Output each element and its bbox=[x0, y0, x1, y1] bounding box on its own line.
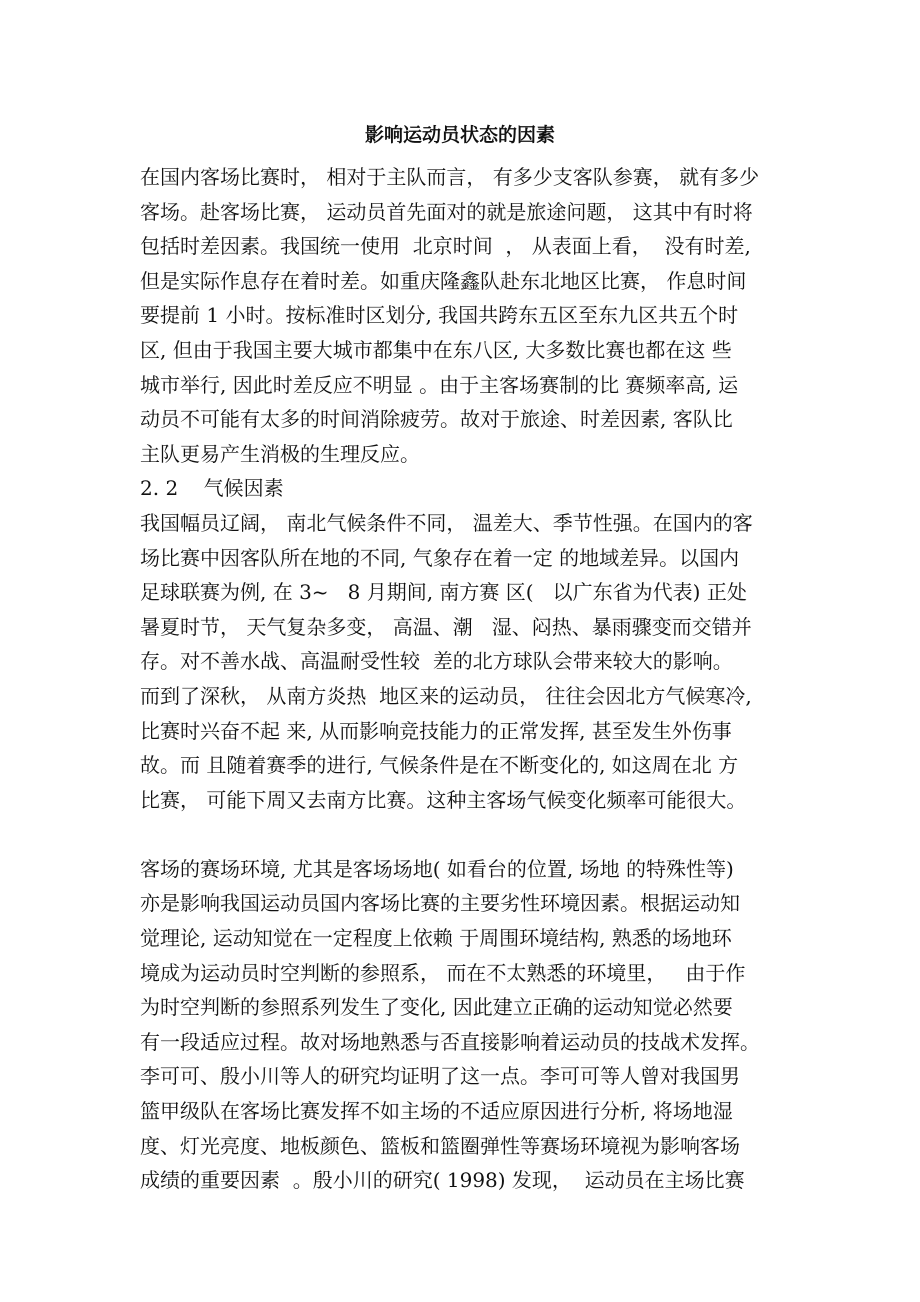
text-line: 包括时差因素。我国统一使用 北京时间 ， 从表面上看， 没有时差, bbox=[140, 234, 751, 259]
blank-line bbox=[140, 817, 800, 852]
text-line: 比赛， 可能下周又去南方比赛。这种主客场气候变化频率可能很大。 bbox=[140, 787, 747, 812]
text-line: 城市举行, 因此时差反应不明显 。由于主客场赛制的比 赛频率高, 运 bbox=[140, 372, 739, 397]
text-line: 足球联赛为例, 在 3~ 8 月期间, 南方赛 区( 以广东省为代表) 正处 bbox=[140, 580, 747, 605]
document-body bbox=[140, 160, 800, 1198]
text-line: 有一段适应过程。故对场地熟悉与否直接影响着运动员的技战术发挥。 bbox=[140, 1029, 760, 1054]
text-line: 而到了深秋， 从南方炎热 地区来的运动员， 往往会因北方气候寒冷, bbox=[140, 683, 752, 708]
document-title: 影响运动员状态的因素 bbox=[364, 124, 555, 146]
text-line: 成绩的重要因素 。殷小川的研究( 1998) 发现， 运动员在主场比赛 bbox=[140, 1168, 745, 1193]
text-line: 故。而 且随着赛季的进行, 气候条件是在不断变化的, 如这周在北 方 bbox=[140, 753, 739, 778]
text-line: 但是实际作息存在着时差。如重庆隆鑫队赴东北地区比赛， 作息时间 bbox=[140, 268, 747, 293]
text-line: 存。对不善水战、高温耐受性较 差的北方球队会带来较大的影响。 bbox=[140, 649, 733, 674]
text-line: 客场的赛场环境, 尤其是客场场地( 如看台的位置, 场地 的特殊性等) bbox=[140, 856, 734, 881]
text-line: 客场。赴客场比赛， 运动员首先面对的就是旅途问题， 这其中有时将 bbox=[140, 199, 753, 224]
text-line: 区, 但由于我国主要大城市都集中在东八区, 大多数比赛也都在这 些 bbox=[140, 337, 732, 362]
section-heading: 2. 2 气候因素 bbox=[140, 476, 284, 501]
text-line: 为时空判断的参照系列发生了变化, 因此建立正确的运动知觉必然要 bbox=[140, 995, 733, 1020]
text-line: 觉理论, 运动知觉在一定程度上依赖 于周围环境结构, 熟悉的场地环 bbox=[140, 926, 732, 951]
text-line: 暑夏时节， 天气复杂多变， 高温、潮 湿、闷热、暴雨骤变而交错并 bbox=[140, 614, 752, 639]
text-line: 主队更易产生消极的生理反应。 bbox=[140, 441, 420, 466]
text-line: 亦是影响我国运动员国内客场比赛的主要劣性环境因素。根据运动知 bbox=[140, 891, 740, 916]
text-line: 李可可、殷小川等人的研究均证明了这一点。李可可等人曾对我国男 bbox=[140, 1064, 740, 1089]
text-line: 要提前 1 小时。按标准时区划分, 我国共跨东五区至东九区共五个时 bbox=[140, 303, 739, 328]
text-line: 度、灯光亮度、地板颜色、篮板和篮圈弹性等赛场环境视为影响客场 bbox=[140, 1133, 740, 1158]
text-line: 篮甲级队在客场比赛发挥不如主场的不适应原因进行分析, 将场地湿 bbox=[140, 1099, 733, 1124]
text-line: 在国内客场比赛时， 相对于主队而言， 有多少支客队参赛， 就有多少 bbox=[140, 165, 760, 189]
text-line: 场比赛中因客队所在地的不同, 气象存在着一定 的地域差异。以国内 bbox=[140, 545, 740, 570]
text-line: 我国幅员辽阔， 南北气候条件不同， 温差大、季节性强。在国内的客 bbox=[140, 510, 753, 535]
text-line: 比赛时兴奋不起 来, 从而影响竞技能力的正常发挥, 甚至发生外伤事 bbox=[140, 718, 732, 743]
text-line: 动员不可能有太多的时间消除疲劳。故对于旅途、时差因素, 客队比 bbox=[140, 407, 733, 432]
text-line: 境成为运动员时空判断的参照系， 而在不太熟悉的环境里， 由于作 bbox=[140, 960, 746, 985]
